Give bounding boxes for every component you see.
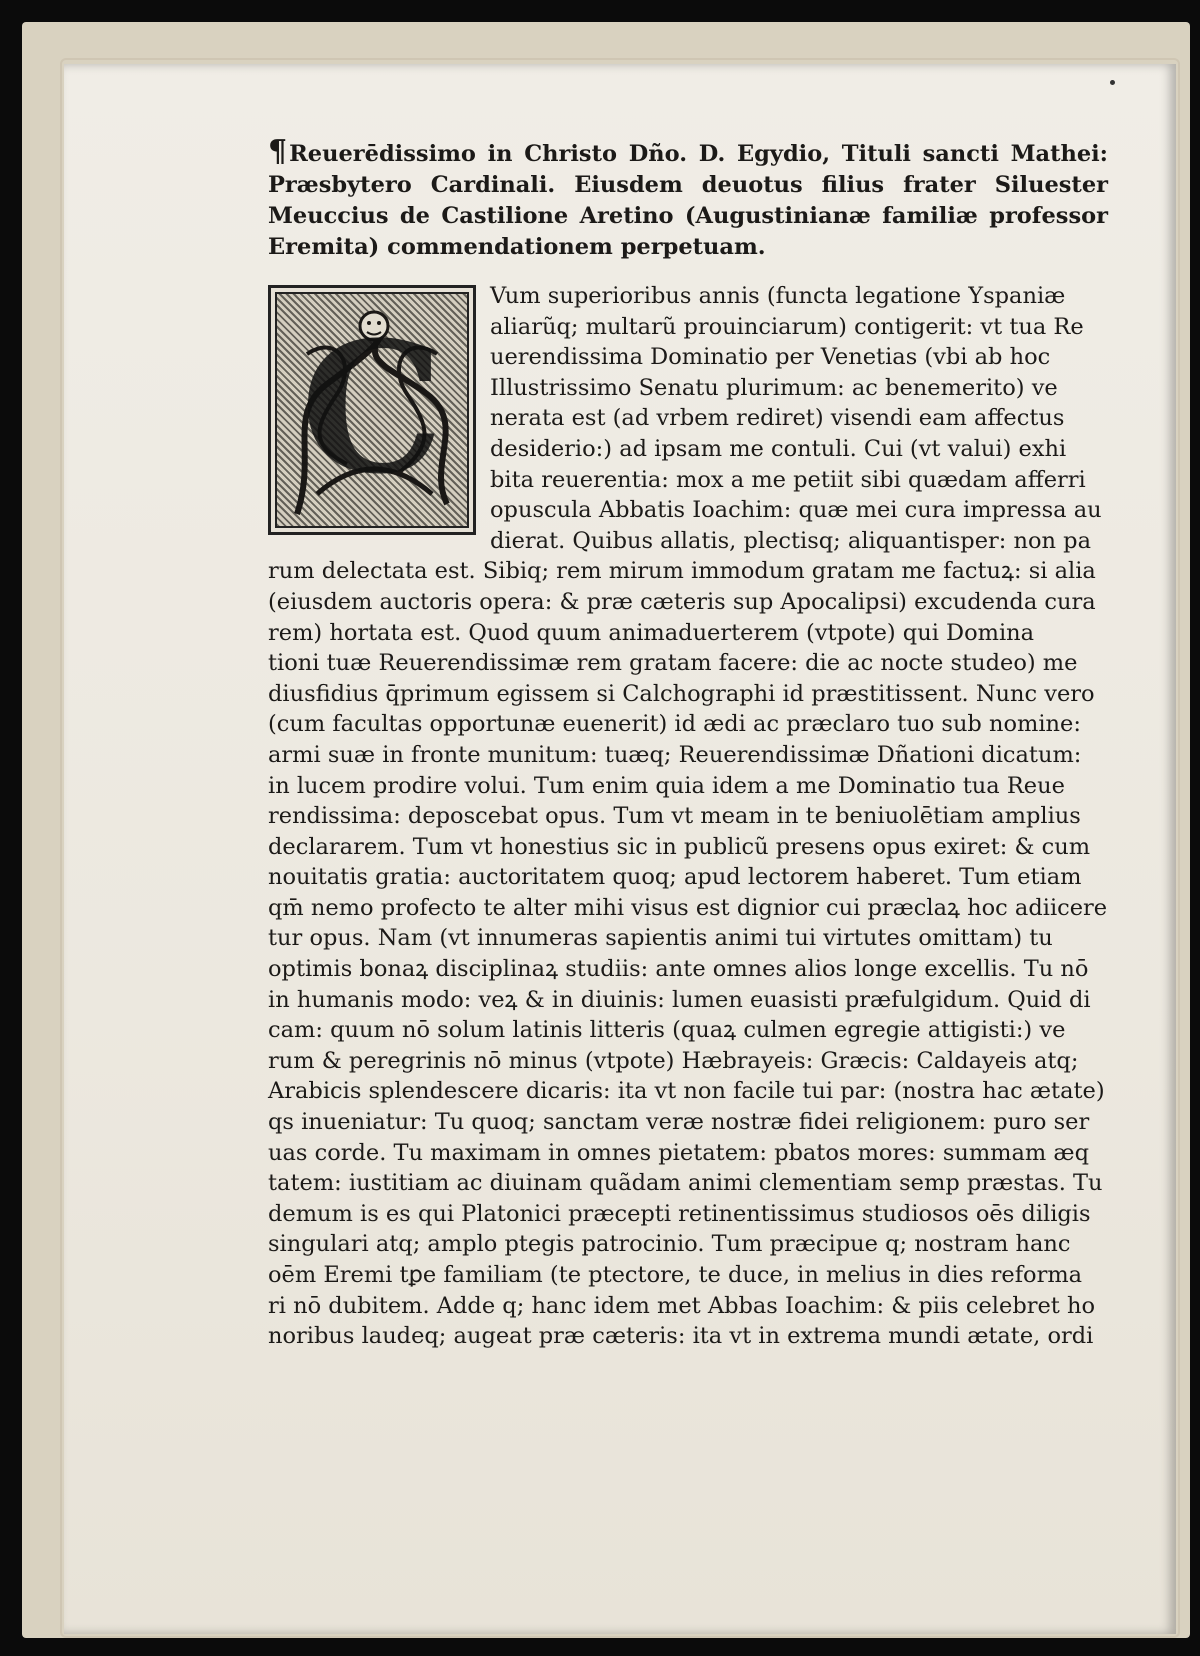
text-line: cam: quum nō solum latinis litteris (quaꝝ culmen egregie attigisti:) ve: [268, 1017, 1066, 1044]
dedication-heading: [268, 136, 1108, 263]
text-line: tioni tuæ Reuerendissimæ rem gratam facere: die ac nocte studeo) me: [268, 650, 1078, 677]
text-line: rum delectata est. Sibiq; rem mirum immodum gratam me factuꝝ: si alia: [268, 558, 1096, 585]
text-line: rum & peregrinis nō minus (vtpote) Hæbrayeis: Græcis: Caldayeis atq;: [268, 1047, 1079, 1074]
text-line: desiderio:) ad ipsam me contuli. Cui (vt valui) exhi: [490, 435, 1067, 462]
text-block: [268, 136, 1108, 1352]
text-line: qm̄ nemo profecto te alter mihi visus est dignior cui præclaꝝ hoc adiicere: [268, 894, 1108, 921]
text-line: uerendissima Dominatio per Venetias (vbi ab hoc: [490, 344, 1051, 371]
text-line: in humanis modo: veꝝ & in diuinis: lumen euasisti præfulgidum. Quid di: [268, 986, 1091, 1013]
text-line: dierat. Quibus allatis, plectisq; aliquantisper: non pa: [490, 527, 1091, 554]
text-line: ri nō dubitem. Adde q; hanc idem met Abbas Ioachim: & piis celebret ho: [268, 1292, 1096, 1319]
dedication-heading-text: Reuerēdissimo in Christo Dño. D. Egydio, Tituli sancti Mathei: Præsbytero Cardinali. Eiusdem deuotus filius frater Siluester Meuccius de Castilione Aretino (Augustinianæ familiæ professor Eremita) commendationem perpetuam.: [268, 141, 1108, 260]
text-line: Illustrissimo Senatu plurimum: ac benemerito) ve: [490, 374, 1058, 401]
text-line: (cum facultas opportunæ euenerit) id ædi ac præclaro tuo sub nomine:: [268, 711, 1081, 738]
pilcrow-icon: ¶: [268, 134, 288, 169]
text-line: oēm Eremi tꝑe familiam (te ptectore, te duce, in melius in dies reforma: [268, 1262, 1083, 1288]
text-line: opuscula Abbatis Ioachim: quæ mei cura impressa au: [490, 497, 1102, 524]
text-line: tatem: iustitiam ac diuinam quãdam animi clementiam semp præstas. Tu: [268, 1170, 1103, 1197]
text-line: nerata est (ad vrbem rediret) visendi eam affectus: [490, 405, 1065, 432]
text-line: armi suæ in fronte munitum: tuæq; Reuerendissimæ Dñationi dicatum:: [268, 741, 1082, 768]
text-line: demum is es qui Platonici præcepti retinentissimus studiosos oēs diligis: [268, 1200, 1091, 1227]
initial-letter: C: [300, 303, 444, 514]
initial-woodcut: [275, 292, 469, 528]
text-line: (eiusdem auctoris opera: & præ cæteris sup Apocalipsi) excudenda cura: [268, 588, 1096, 615]
text-line: declararem. Tum vt honestius sic in publicũ presens opus exiret: & cum: [268, 833, 1091, 860]
text-line: qs inueniatur: Tu quoq; sanctam veræ nostræ fidei religionem: puro ser: [268, 1109, 1090, 1136]
text-line: optimis bonaꝝ disciplinaꝝ studiis: ante omnes alios longe excellis. Tu nō: [268, 956, 1089, 983]
text-line: singulari atq; amplo ptegis patrocinio. Tum præcipue q; nostram hanc: [268, 1231, 1071, 1258]
text-line: tur opus. Nam (vt innumeras sapientis animi tui virtutes omittam) tu: [268, 925, 1053, 952]
text-line: nouitatis gratia: auctoritatem quoq; apud lectorem haberet. Tum etiam: [268, 864, 1082, 891]
text-line: diusfidius q̄primum egissem si Calchographi id præstitissent. Nunc vero: [268, 680, 1095, 707]
text-line: Vum superioribus annis (functa legatione Yspaniæ: [490, 283, 1066, 309]
ink-speck: [1110, 80, 1115, 85]
text-line: rem) hortata est. Quod quum animaduerterem (vtpote) qui Domina: [268, 619, 1035, 646]
text-line: Arabicis splendescere dicaris: ita vt non facile tui par: (nostra hac ætate): [268, 1078, 1105, 1105]
text-line: bita reuerentia: mox a me petiit sibi quædam afferri: [490, 466, 1086, 493]
text-line: in lucem prodire volui. Tum enim quia idem a me Dominatio tua Reue: [268, 772, 1065, 799]
text-line: uas corde. Tu maximam in omnes pietatem: pbatos mores: summam æq: [268, 1139, 1089, 1166]
text-line: aliarũq; multarũ prouinciarum) contigerit: vt tua Re: [490, 313, 1084, 340]
decorated-initial: [268, 285, 476, 535]
text-line: rendissima: deposcebat opus. Tum vt meam in te beniuolētiam amplius: [268, 803, 1081, 830]
text-line: noribus laudeq; augeat præ cæteris: ita vt in extrema mundi ætate, ordi: [268, 1323, 1094, 1350]
letter-body: [268, 281, 1108, 1352]
